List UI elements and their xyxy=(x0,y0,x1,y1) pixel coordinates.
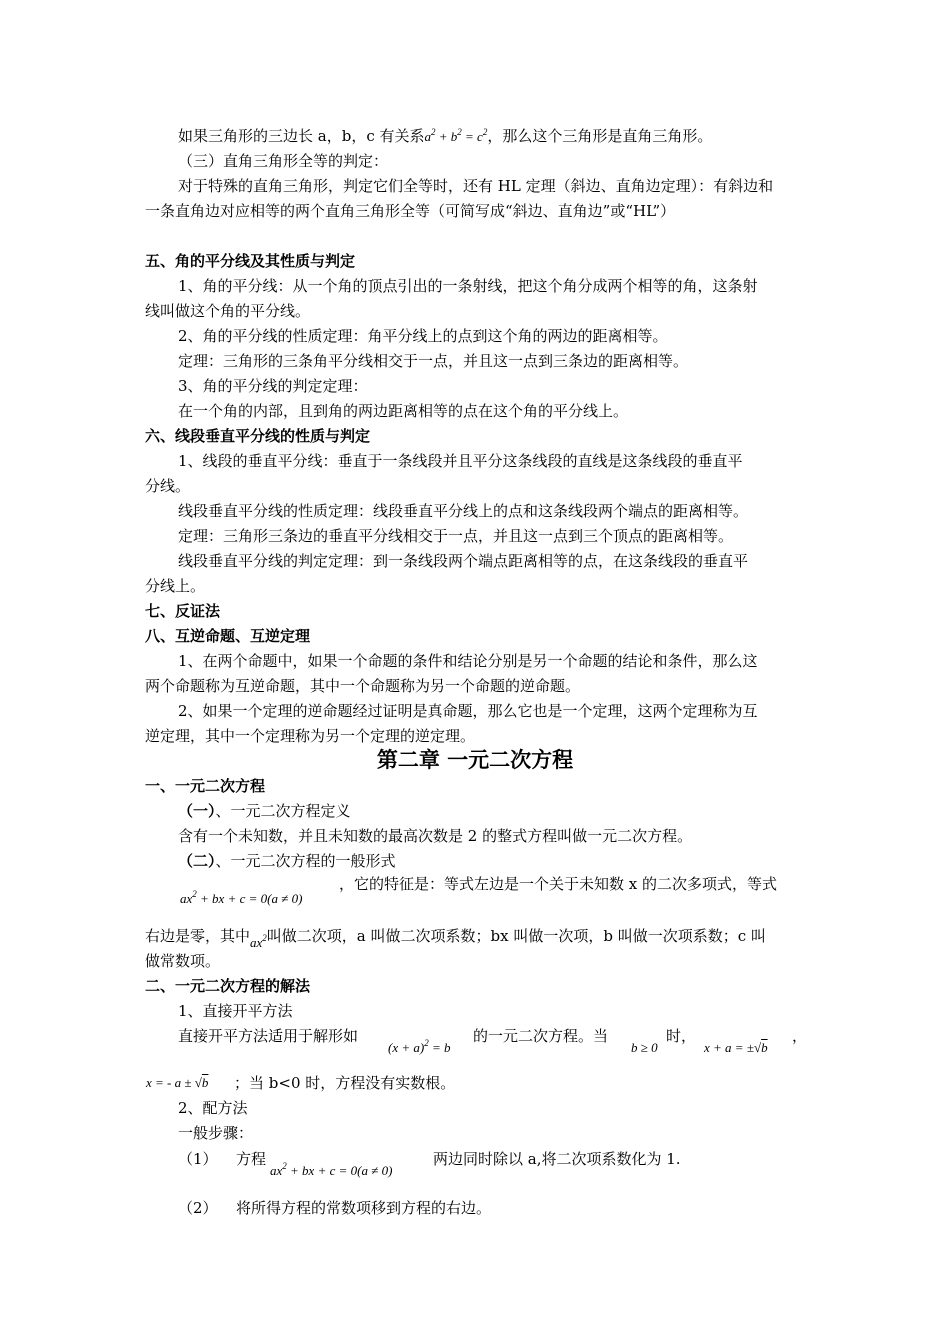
formula-b-nonneg: b ≥ 0 xyxy=(631,1040,658,1055)
formula-pythagoras: $a^2 + b^2 = c^2$ xyxy=(424,127,488,144)
section-heading: 七、反证法 xyxy=(145,602,221,620)
text-line: 对于特殊的直角三角形，判定它们全等时，还有 HL 定理（斜边、直角边定理）：有斜边和 xyxy=(178,177,774,195)
text: 如果三角形的三边长 a，b，c 有关系 xyxy=(178,127,425,145)
text-line: （三）直角三角形全等的判定： xyxy=(178,152,389,170)
text-line: 时， xyxy=(666,1027,697,1045)
subheading-number: （一） xyxy=(178,802,216,820)
text: 、一元二次方程的一般形式 xyxy=(215,852,396,870)
text-line: 方程 xyxy=(236,1150,267,1168)
text-line: 分线上。 xyxy=(145,577,206,595)
section-heading: 八、互逆命题、互逆定理 xyxy=(145,627,311,645)
text-line: 直接开平方法适用于解形如 xyxy=(178,1027,359,1045)
text-line: 线段垂直平分线的判定定理：到一条线段两个端点距离相等的点，在这条线段的垂直平 xyxy=(178,552,749,570)
formula-solution: x = - a ± √b xyxy=(146,1075,209,1090)
text-line: 2、配方法 xyxy=(178,1099,248,1117)
step-number: （2） xyxy=(178,1199,218,1217)
step-number: （1） xyxy=(178,1150,218,1168)
text-line xyxy=(178,126,712,147)
text-line: ， xyxy=(792,1027,808,1045)
text-line: 一条直角边对应相等的两个直角三角形全等（可简写成“斜边、直角边”或“HL”） xyxy=(145,202,676,220)
text-line: 线段垂直平分线的性质定理：线段垂直平分线上的点和这条线段两个端点的距离相等。 xyxy=(178,502,749,520)
text-line: 两边同时除以 a,将二次项系数化为 1. xyxy=(433,1150,681,1168)
text: 右边是零，其中 xyxy=(145,927,251,945)
text: ，那么这个三角形是直角三角形。 xyxy=(487,127,713,145)
text-line: 一般步骤： xyxy=(178,1124,254,1142)
formula-quadratic-term: $ax^2$ xyxy=(250,933,267,950)
text-line: 定理：三角形三条边的垂直平分线相交于一点，并且这一点到三个顶点的距离相等。 xyxy=(178,527,734,545)
formula-square-form: $(x + a)^2 = b$ xyxy=(388,1038,451,1055)
text-line: 做常数项。 xyxy=(145,952,221,970)
text-line: 线叫做这个角的平分线。 xyxy=(145,302,311,320)
text: 叫做二次项，a 叫做二次项系数；bx 叫做一次项，b 叫做一次项系数；c 叫 xyxy=(266,927,766,945)
section-heading: 五、角的平分线及其性质与判定 xyxy=(145,252,356,270)
formula-general-form-step: $ax^2$ + bx + c = 0(a ≠ 0) xyxy=(270,1161,393,1178)
text-line: ；当 b<0 时，方程没有实数根。 xyxy=(234,1074,456,1092)
text-line: 1、线段的垂直平分线：垂直于一条线段并且平分这条线段的直线是这条线段的垂直平 xyxy=(178,452,743,470)
text-line: 将所得方程的常数项移到方程的右边。 xyxy=(236,1199,492,1217)
section-heading: 六、线段垂直平分线的性质与判定 xyxy=(145,427,371,445)
text-line: 定理：三角形的三条角平分线相交于一点，并且这一点到三条边的距离相等。 xyxy=(178,352,689,370)
text-line: 在一个角的内部，且到角的两边距离相等的点在这个角的平分线上。 xyxy=(178,402,629,420)
text-line: 2、如果一个定理的逆命题经过证明是真命题，那么它也是一个定理，这两个定理称为互 xyxy=(178,702,758,720)
text-line xyxy=(178,851,396,871)
text-line xyxy=(178,801,351,821)
section-heading: 二、一元二次方程的解法 xyxy=(145,977,311,995)
chapter-title: 第二章 一元二次方程 xyxy=(376,748,574,772)
text-line xyxy=(145,926,766,950)
text-line: 1、角的平分线：从一个角的顶点引出的一条射线，把这个角分成两个相等的角，这条射 xyxy=(178,277,758,295)
text-line: 逆定理，其中一个定理称为另一个定理的逆定理。 xyxy=(145,727,476,745)
text-line: 1、在两个命题中，如果一个命题的条件和结论分别是另一个命题的结论和条件，那么这 xyxy=(178,652,758,670)
text-line: 的一元二次方程。当 xyxy=(473,1027,609,1045)
formula-general-form: $ax^2$ + bx + c = 0(a ≠ 0) xyxy=(180,889,303,906)
section-heading: 一、一元二次方程 xyxy=(145,777,266,795)
text-line: ，它的特征是：等式左边是一个关于未知数 x 的二次多项式，等式 xyxy=(339,875,777,893)
text-line: 两个命题称为互逆命题，其中一个命题称为另一个命题的逆命题。 xyxy=(145,677,581,695)
formula-root: x + a = ±√b xyxy=(704,1040,768,1055)
text: 、一元二次方程定义 xyxy=(215,802,351,820)
text-line: 2、角的平分线的性质定理：角平分线上的点到这个角的两边的距离相等。 xyxy=(178,327,668,345)
text-line: 分线。 xyxy=(145,477,191,495)
text-line: 3、角的平分线的判定定理： xyxy=(178,377,368,395)
subheading-number: （二） xyxy=(178,852,216,870)
text-line: 1、直接开平方法 xyxy=(178,1002,293,1020)
text-line: 含有一个未知数，并且未知数的最高次数是 2 的整式方程叫做一元二次方程。 xyxy=(178,827,693,845)
